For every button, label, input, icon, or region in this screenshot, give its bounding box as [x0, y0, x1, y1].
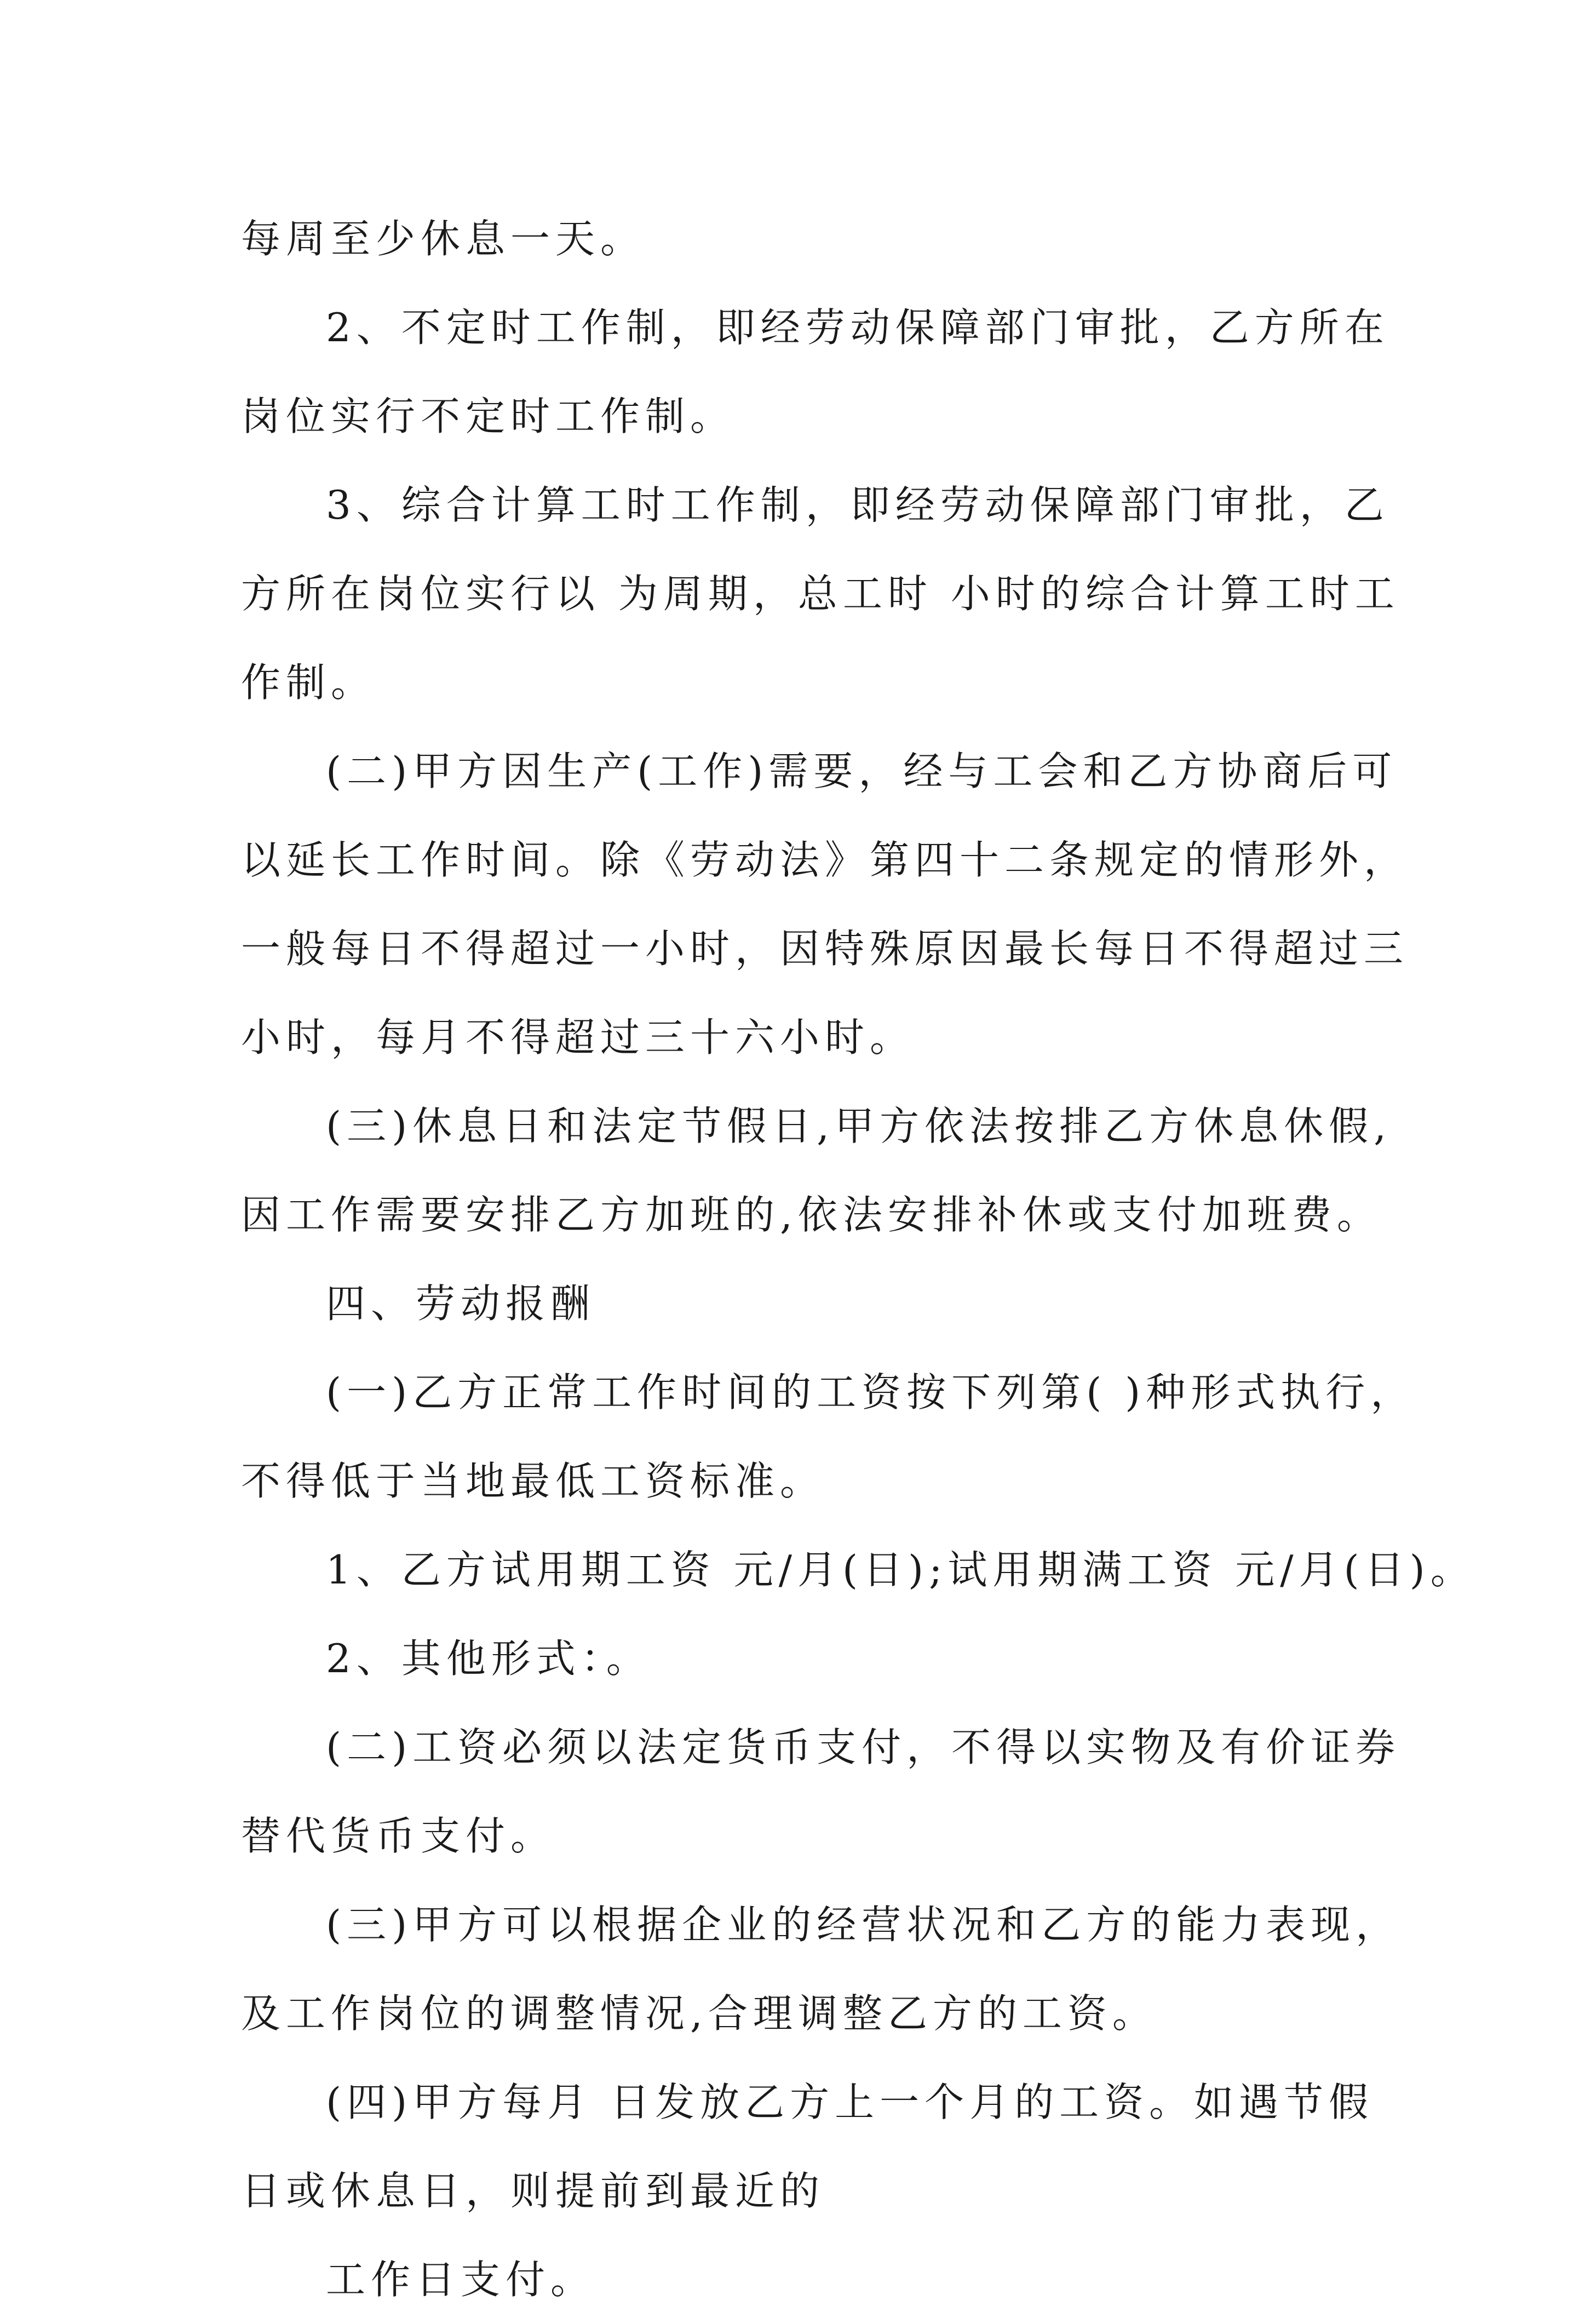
text-line: 一般每日不得超过一小时，因特殊原因最长每日不得超过三	[241, 926, 1409, 972]
text-line: (一)乙方正常工作时间的工资按下列第( )种形式执行，	[326, 1369, 1416, 1415]
text-line: 工作日支付。	[326, 2257, 596, 2303]
text-line: 每周至少休息一天。	[241, 216, 646, 262]
text-line: (二)工资必须以法定货币支付，不得以实物及有价证券	[326, 1724, 1401, 1770]
text-line: 1、乙方试用期工资 元/月(日);试用期满工资 元/月(日)。	[326, 1547, 1475, 1593]
text-line: 日或休息日，则提前到最近的	[241, 2168, 825, 2214]
text-line: 及工作岗位的调整情况,合理调整乙方的工资。	[241, 1990, 1157, 2036]
text-line: 2、不定时工作制，即经劳动保障部门审批，乙方所在	[326, 305, 1389, 351]
text-line: 作制。	[241, 659, 376, 705]
text-line: (三)休息日和法定节假日,甲方依法按排乙方休息休假,	[326, 1103, 1392, 1149]
text-line: (二)甲方因生产(工作)需要，经与工会和乙方协商后可	[326, 748, 1398, 794]
text-line: (三)甲方可以根据企业的经营状况和乙方的能力表现，	[326, 1902, 1401, 1948]
text-line: 替代货币支付。	[241, 1813, 556, 1859]
text-line: 不得低于当地最低工资标准。	[241, 1458, 825, 1504]
text-line: 岗位实行不定时工作制。	[241, 393, 736, 439]
section-heading: 四、劳动报酬	[326, 1281, 596, 1327]
text-line: 因工作需要安排乙方加班的,依法安排补休或支付加班费。	[241, 1192, 1382, 1238]
text-line: 以延长工作时间。除《劳动法》第四十二条规定的情形外，	[241, 837, 1409, 883]
text-line: 3、综合计算工时工作制，即经劳动保障部门审批，乙	[326, 482, 1389, 528]
document-body	[241, 194, 1475, 2324]
text-line: 2、其他形式：。	[326, 1636, 651, 1682]
text-line: 小时，每月不得超过三十六小时。	[241, 1014, 915, 1060]
text-line: 方所在岗位实行以 为周期，总工时 小时的综合计算工时工	[241, 571, 1400, 617]
text-line: (四)甲方每月 日发放乙方上一个月的工资。如遇节假	[326, 2079, 1374, 2125]
